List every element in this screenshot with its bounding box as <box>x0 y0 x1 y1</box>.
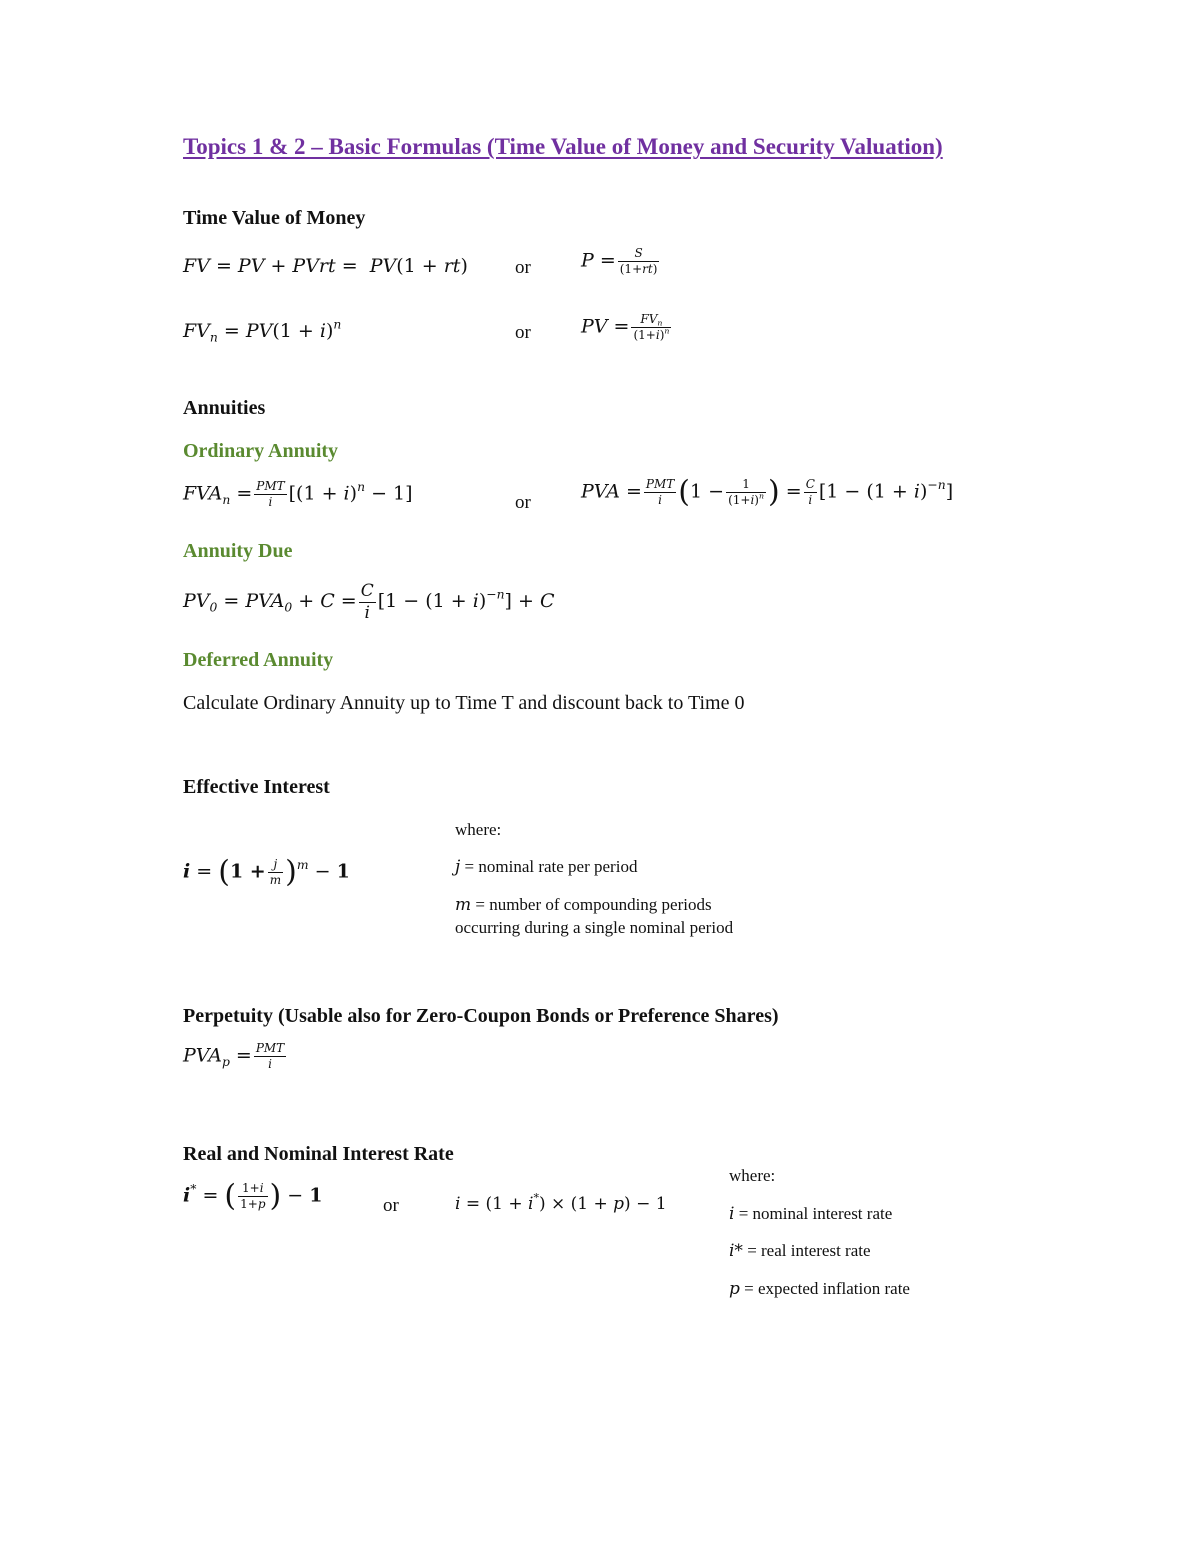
formula-simple-fv: FV = PV + PVrt = PV(1 + rt) <box>183 255 468 277</box>
formula-simple-pv: P = $\frac{S}{(1+rt)}$ <box>581 246 658 277</box>
istar-definition-text: = real interest rate <box>742 1241 871 1260</box>
tvm-heading: Time Value of Money <box>183 207 366 229</box>
var-m: m <box>455 895 472 915</box>
effective-m-definition-cont: occurring during a single nominal period <box>455 918 734 937</box>
deferred-annuity-heading: Deferred Annuity <box>183 649 334 671</box>
deferred-annuity-text: Calculate Ordinary Annuity up to Time T and discount back to Time 0 <box>183 692 745 714</box>
formula-fva: $FVA_n$ = $\frac{\text{PMT}}{i}$ $[(1 + i)^n - 1]$ <box>183 479 413 510</box>
or-label: or <box>515 322 531 343</box>
or-label: or <box>515 492 531 513</box>
annuities-heading: Annuities <box>183 397 266 419</box>
var-j: j <box>455 857 461 877</box>
effective-j-definition <box>455 857 637 877</box>
i-definition-text: = nominal interest rate <box>734 1204 893 1223</box>
formula-perpetuity: $PVA_p$ = $\frac{\text{PMT}}{i}$ <box>183 1041 285 1072</box>
ordinary-annuity-heading: Ordinary Annuity <box>183 440 339 462</box>
effective-interest-heading: Effective Interest <box>183 776 330 798</box>
or-label: or <box>515 257 531 278</box>
or-label: or <box>383 1195 399 1216</box>
j-definition-text: = nominal rate per period <box>460 857 638 876</box>
formula-compound-pv: PV = $\frac{FV_n}{(1+i)^n}$ <box>581 312 670 343</box>
page-title: Topics 1 & 2 – Basic Formulas (Time Value of Money and Security Valuation) <box>183 134 943 159</box>
formula-nominal-rate: i = (1 + i*) × (1 + p) − 1 <box>455 1191 667 1214</box>
var-p: p <box>729 1279 740 1299</box>
var-i: i <box>729 1204 735 1224</box>
formula-annuity-due: $PV_0 = PVA_0 + C$ = $\frac{C}{i}$ $[1 - (1 + i)^{-n}] + C$ <box>183 581 555 623</box>
var-istar: i* <box>729 1241 743 1261</box>
annuity-due-heading: Annuity Due <box>183 540 293 562</box>
p-definition-text: = expected inflation rate <box>739 1279 910 1298</box>
real-nominal-where-label: where: <box>729 1166 776 1185</box>
effective-m-definition <box>455 895 712 915</box>
formula-effective-interest: i = (1 + $\frac{j}{m}$ )$^m$ − 1 <box>183 854 350 890</box>
formula-real-rate: i* = ( $\frac{1+i}{1+p}$ ) − 1 <box>183 1178 323 1214</box>
real-nominal-p-definition <box>729 1279 910 1299</box>
formula-compound-fv: $FV_n = PV(1 + i)^n$ <box>183 317 342 345</box>
perpetuity-heading: Perpetuity (Usable also for Zero-Coupon Bonds or Preference Shares) <box>183 1005 779 1027</box>
effective-where-label: where: <box>455 820 502 839</box>
m-definition-text: = number of compounding periods <box>471 895 712 914</box>
formula-pva: PVA = $\frac{\text{PMT}}{i}$ (1 − $\frac{1}{(1+i)^n}$ ) = $\frac{C}{i}$ $[1 - (1 + i)^{-n}]$ <box>581 474 954 510</box>
real-nominal-istar-definition <box>729 1241 871 1261</box>
real-nominal-i-definition <box>729 1204 892 1224</box>
real-nominal-heading: Real and Nominal Interest Rate <box>183 1143 454 1165</box>
